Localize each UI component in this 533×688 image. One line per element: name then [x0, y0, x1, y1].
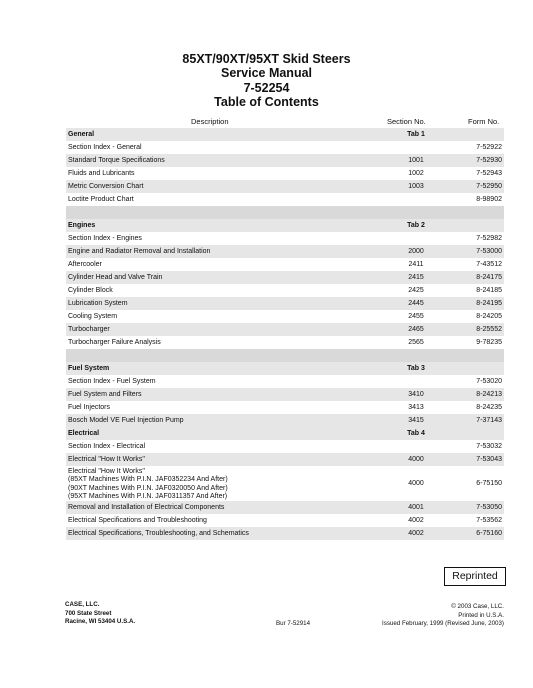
table-row — [66, 167, 504, 180]
row-description: Engines — [68, 222, 96, 229]
row-section-number: 4000 — [408, 456, 424, 463]
row-form-number: 6-75160 — [476, 530, 502, 537]
row-description: Turbocharger — [68, 326, 110, 333]
toc-table — [66, 128, 504, 540]
row-section-number: 3410 — [408, 391, 424, 398]
row-section-number: 4002 — [408, 517, 424, 524]
row-section-number: 2411 — [408, 261, 424, 268]
row-form-number: 8-24235 — [476, 404, 502, 411]
row-description: Turbocharger Failure Analysis — [68, 339, 161, 346]
row-form-number: 7-52950 — [476, 183, 502, 190]
manual-title: 85XT/90XT/95XT Skid Steers — [182, 52, 351, 66]
row-description: Electrical — [68, 430, 100, 437]
column-header-form: Form No. — [468, 117, 500, 126]
table-row — [66, 180, 504, 193]
table-row — [66, 414, 504, 427]
row-description: Electrical "How It Works" (85XT Machines With P.I.N. JAF0352234 And After) (90XT Machines With P.I.N. JAF0320050 And After) (95XT Machines With P.I.N. JAF0311357 And After) — [68, 468, 228, 501]
table-row — [66, 375, 504, 388]
row-description: Standard Torque Specifications — [68, 157, 165, 164]
row-form-number: 8-98902 — [476, 196, 502, 203]
row-form-number: 7-52982 — [476, 235, 502, 242]
row-form-number: 8-24213 — [476, 391, 502, 398]
column-header-section: Section No. — [387, 117, 426, 126]
row-section-number: Tab 1 — [407, 131, 425, 138]
table-row — [66, 440, 504, 453]
row-form-number: 7-53050 — [476, 504, 502, 511]
row-form-number: 6-75150 — [476, 480, 502, 487]
manual-number: 7-52254 — [243, 81, 290, 95]
table-row — [66, 388, 504, 401]
row-description: Electrical "How It Works" — [68, 456, 145, 463]
row-form-number: 9-78235 — [476, 339, 502, 346]
row-form-number: 7-52943 — [476, 170, 502, 177]
row-description: Electrical Specifications and Troubleshooting — [68, 517, 207, 524]
row-description: Loctite Product Chart — [68, 196, 134, 203]
column-header-description: Description — [191, 117, 229, 126]
row-form-number: 8-25552 — [476, 326, 502, 333]
row-form-number: 8-24195 — [476, 300, 502, 307]
row-description: Bosch Model VE Fuel Injection Pump — [68, 417, 184, 424]
printed-in: Printed in U.S.A. — [458, 611, 504, 619]
manual-subtitle: Service Manual — [220, 66, 312, 80]
row-section-number: 2000 — [408, 248, 424, 255]
row-form-number: 8-24205 — [476, 313, 502, 320]
row-description: Lubrication System — [68, 300, 128, 307]
table-row — [66, 271, 504, 284]
row-section-number: 2465 — [408, 326, 424, 333]
company-address — [65, 601, 135, 627]
row-description: Electrical Specifications, Troubleshooting, and Schematics — [68, 530, 249, 537]
toc-heading: Table of Contents — [214, 95, 319, 109]
row-section-number: 2455 — [408, 313, 424, 320]
table-spacer-row — [66, 349, 504, 362]
row-description: Cooling System — [68, 313, 118, 320]
table-header — [66, 117, 504, 128]
row-form-number: 7-52930 — [476, 157, 502, 164]
row-section-number: 4002 — [408, 530, 424, 537]
row-section-number: 1001 — [408, 157, 424, 164]
section-heading-row — [66, 427, 504, 440]
row-description: Cylinder Block — [68, 287, 113, 294]
row-description: Removal and Installation of Electrical Components — [68, 504, 225, 511]
issue-date: Issued February, 1999 (Revised June, 2003) — [382, 620, 504, 627]
row-section-number: Tab 3 — [407, 365, 425, 372]
row-section-number: Tab 2 — [407, 222, 425, 229]
row-form-number: 7-53000 — [476, 248, 502, 255]
table-spacer-row — [66, 206, 504, 219]
reprinted-stamp: Reprinted — [444, 567, 506, 586]
row-description: Fuel System — [68, 365, 110, 372]
row-description: Section Index - Electrical — [68, 443, 146, 450]
copyright-block — [360, 603, 504, 629]
row-description: Aftercooler — [68, 261, 102, 268]
table-row — [66, 141, 504, 154]
company-city: Racine, WI 53404 U.S.A. — [65, 618, 136, 625]
section-heading-row — [66, 219, 504, 232]
table-row — [66, 154, 504, 167]
row-description: Cylinder Head and Valve Train — [68, 274, 163, 281]
row-description: Section Index - Engines — [68, 235, 142, 242]
table-row — [66, 193, 504, 206]
row-form-number: 7-53020 — [476, 378, 502, 385]
row-section-number: 2425 — [408, 287, 424, 294]
row-section-number: Tab 4 — [407, 430, 425, 437]
company-street: 700 State Street — [65, 609, 112, 617]
table-row — [66, 245, 504, 258]
row-description: General — [68, 131, 95, 138]
table-row — [66, 232, 504, 245]
row-form-number: 7-53032 — [476, 443, 502, 450]
row-form-number: 7-53043 — [476, 456, 502, 463]
table-row — [66, 284, 504, 297]
copyright-text: © 2003 Case, LLC. — [451, 603, 504, 610]
row-form-number: 7-53562 — [476, 517, 502, 524]
row-section-number: 2445 — [408, 300, 424, 307]
section-heading-row — [66, 362, 504, 375]
row-section-number: 3415 — [408, 417, 424, 424]
row-section-number: 2565 — [408, 339, 424, 346]
row-description: Fluids and Lubricants — [68, 170, 135, 177]
company-name: CASE, LLC. — [65, 601, 100, 608]
row-form-number: 8-24175 — [476, 274, 502, 281]
row-description: Metric Conversion Chart — [68, 183, 144, 190]
row-section-number: 4001 — [408, 504, 424, 511]
table-row — [66, 501, 504, 514]
section-heading-row — [66, 128, 504, 141]
table-row — [66, 466, 504, 501]
row-description: Section Index - General — [68, 144, 142, 151]
table-row — [66, 514, 504, 527]
row-description: Section Index - Fuel System — [68, 378, 156, 385]
row-section-number: 4000 — [408, 480, 424, 487]
row-section-number: 1002 — [408, 170, 424, 177]
table-row — [66, 310, 504, 323]
table-row — [66, 453, 504, 466]
table-row — [66, 336, 504, 349]
row-section-number: 2415 — [408, 274, 424, 281]
row-form-number: 7-52922 — [476, 144, 502, 151]
row-form-number: 7-37143 — [476, 417, 502, 424]
table-row — [66, 297, 504, 310]
table-row — [66, 401, 504, 414]
bur-number: Bur 7-52914 — [276, 620, 311, 627]
table-row — [66, 527, 504, 540]
row-section-number: 3413 — [408, 404, 424, 411]
row-description: Engine and Radiator Removal and Installation — [68, 248, 211, 255]
row-description: Fuel Injectors — [68, 404, 111, 411]
table-row — [66, 323, 504, 336]
row-form-number: 7-43512 — [476, 261, 502, 268]
table-row — [66, 258, 504, 271]
row-form-number: 8-24185 — [476, 287, 502, 294]
row-section-number: 1003 — [408, 183, 424, 190]
row-description: Fuel System and Filters — [68, 391, 142, 398]
